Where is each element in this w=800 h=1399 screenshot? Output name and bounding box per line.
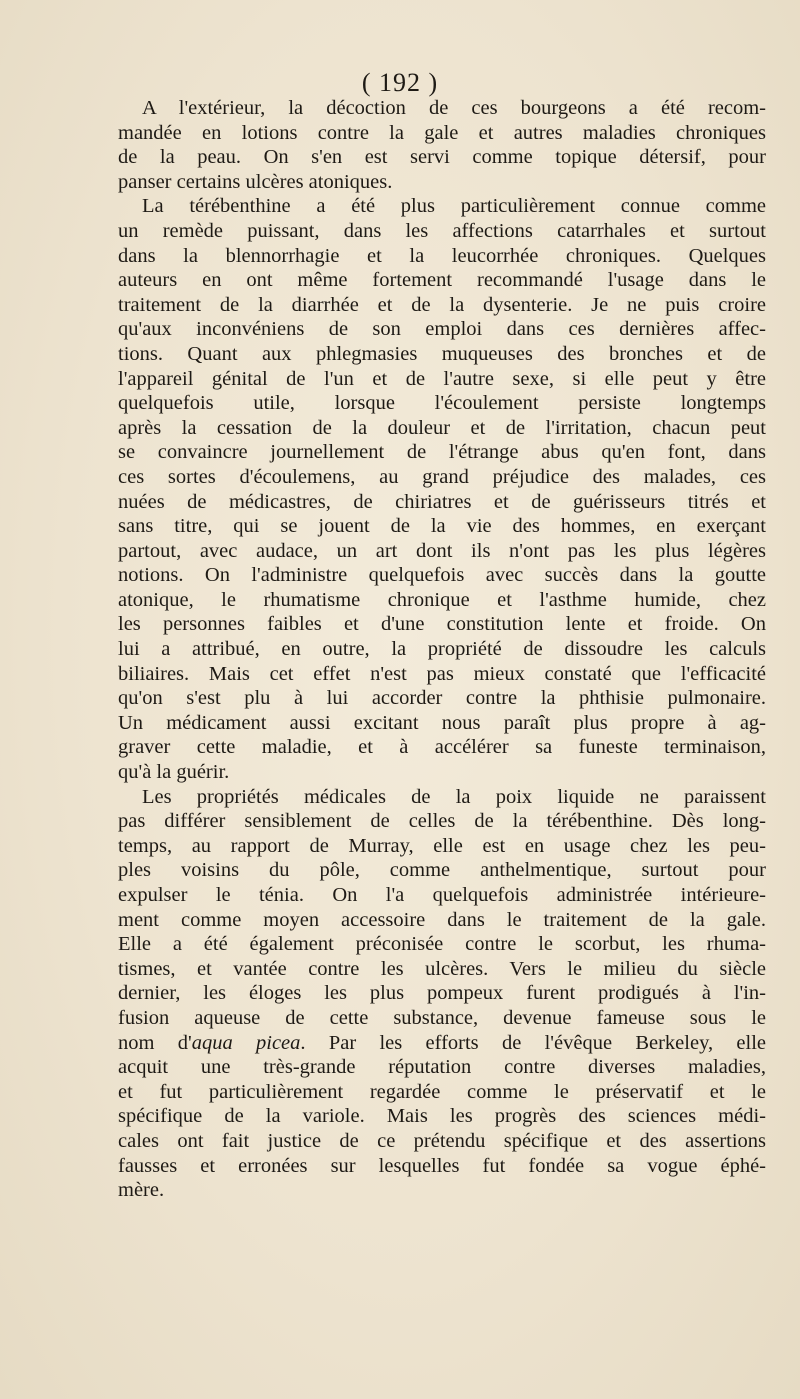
text-line: Elle a été également préconisée contre le scorbut, les rhuma- [118, 933, 766, 956]
text-line-italic [118, 1031, 766, 1056]
text-line: atonique, le rhumatisme chronique et l'asthme humide, chez [118, 588, 766, 611]
text-line: graver cette maladie, et à accélérer sa funeste terminaison, [118, 736, 766, 759]
text-line: temps, au rapport de Murray, elle est en usage chez les peu- [118, 834, 766, 857]
text-line: tions. Quant aux phlegmasies muqueuses des bronches et de [118, 342, 766, 365]
body-text [118, 96, 766, 1203]
text-line: biliaires. Mais cet effet n'est pas mieux constaté que l'efficacité [118, 662, 766, 685]
italic-term: aqua picea [191, 1031, 301, 1054]
text-line: qu'à la guérir. [118, 761, 230, 784]
text-line: panser certains ulcères atoniques. [118, 170, 393, 193]
text-line: les personnes faibles et d'une constitution lente et froide. On [118, 613, 766, 636]
text-line: dans la blennorrhagie et la leucorrhée chroniques. Quelques [118, 244, 766, 267]
text-line: traitement de la diarrhée et de la dysenterie. Je ne puis croire [118, 293, 766, 316]
text-line: Un médicament aussi excitant nous paraît plus propre à ag- [118, 711, 766, 734]
text-line: qu'on s'est plu à lui accorder contre la phthisie pulmonaire. [118, 687, 766, 710]
page-number: ( 192 ) [361, 68, 439, 97]
text-line: cales ont fait justice de ce prétendu spécifique et des assertions [118, 1129, 766, 1152]
text-line: ment comme moyen accessoire dans le traitement de la gale. [118, 908, 766, 931]
text-line: dernier, les éloges les plus pompeux furent prodigués à l'in- [118, 982, 766, 1005]
text-line: Les propriétés médicales de la poix liquide ne paraissent [142, 785, 766, 808]
text-fragment: nom d' [118, 1031, 192, 1054]
text-line: quelquefois utile, lorsque l'écoulement persiste longtemps [118, 392, 766, 415]
text-line: notions. On l'administre quelquefois avec succès dans la goutte [118, 564, 766, 587]
text-line: La térébenthine a été plus particulièrement connue comme [142, 195, 766, 218]
text-line: auteurs en ont même fortement recommandé l'usage dans le [118, 269, 766, 292]
text-line: et fut particulièrement regardée comme le préservatif et le [118, 1080, 766, 1103]
text-line: expulser le ténia. On l'a quelquefois administrée intérieure- [118, 884, 766, 906]
text-line: acquit une très-grande réputation contre diverses maladies, [118, 1056, 766, 1079]
text-line: ples voisins du pôle, comme anthelmentique, surtout pour [118, 859, 766, 882]
text-line: un remède puissant, dans les affections catarrhales et surtout [118, 219, 766, 242]
text-line: pas différer sensiblement de celles de la térébenthine. Dès long- [118, 810, 766, 833]
text-line: fusion aqueuse de cette substance, devenue fameuse sous le [118, 1006, 766, 1029]
text-line: de la peau. On s'en est servi comme topique détersif, pour [118, 146, 766, 169]
text-line: l'appareil génital de l'un et de l'autre sexe, si elle peut y être [118, 367, 766, 390]
text-fragment: . Par les efforts de l'évêque Berkeley, elle [300, 1031, 767, 1054]
text-line: A l'extérieur, la décoction de ces bourgeons a été recom- [142, 97, 766, 119]
text-line: tismes, et vantée contre les ulcères. Vers le milieu du siècle [118, 957, 766, 980]
text-line: mère. [118, 1179, 165, 1202]
text-line: fausses et erronées sur lesquelles fut fondée sa vogue éphé- [118, 1154, 766, 1177]
text-line: partout, avec audace, un art dont ils n'ont pas les plus légères [118, 539, 766, 562]
text-line: nuées de médicastres, de chiriatres et de guérisseurs titrés et [118, 490, 766, 513]
text-line: spécifique de la variole. Mais les progrès des sciences médi- [118, 1105, 766, 1128]
text-line: mandée en lotions contre la gale et autres maladies chroniques [118, 121, 766, 144]
text-line: ces sortes d'écoulemens, au grand préjudice des malades, ces [118, 465, 766, 488]
text-line: qu'aux inconvéniens de son emploi dans ces dernières affec- [118, 318, 766, 341]
text-line: sans titre, qui se jouent de la vie des hommes, en exerçant [118, 515, 766, 538]
text-line: lui a attribué, en outre, la propriété de dissoudre les calculs [118, 638, 766, 661]
text-line: se convaincre journellement de l'étrange abus qu'en font, dans [118, 441, 766, 464]
text-line: après la cessation de la douleur et de l'irritation, chacun peut [118, 416, 766, 439]
